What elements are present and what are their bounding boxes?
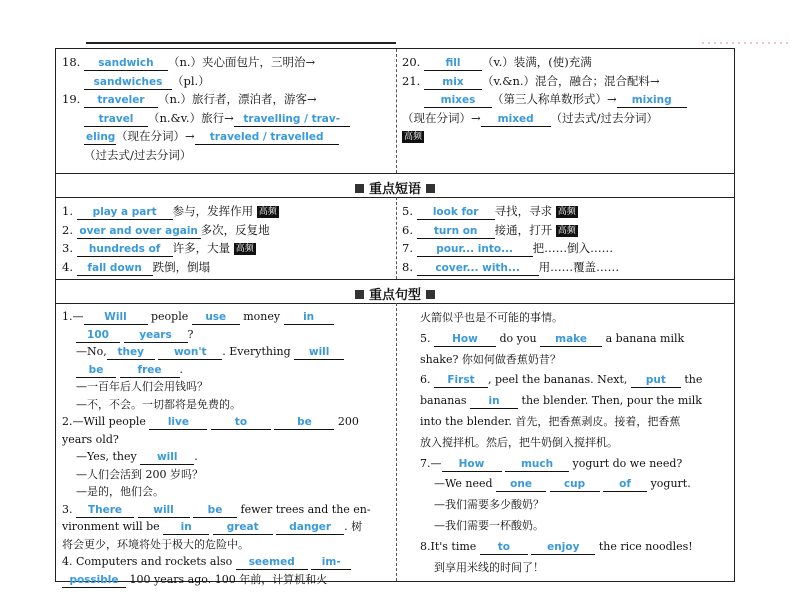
vocab-item-18-plural (62, 72, 392, 91)
square-bullet-icon (426, 290, 435, 299)
answer-blank: enjoy (531, 540, 595, 555)
sentence-text: into the blender. 首先，把香蕉剥皮。接着，把香蕉 (420, 414, 681, 428)
phrase-item (62, 258, 392, 277)
item-number: 5. (402, 204, 413, 218)
column-divider (396, 49, 397, 173)
sentence-7-reply (420, 474, 732, 495)
sentence-text: a banana milk (605, 331, 685, 345)
answer-blank: sandwiches (84, 75, 172, 90)
answer-blank: mixing (617, 93, 687, 108)
answer-blank: How (442, 457, 502, 472)
sentence-5 (420, 329, 732, 350)
definition: （现在分词）→ (402, 110, 481, 125)
sentence-text: . Everything (222, 345, 291, 358)
answer-blank: in (284, 310, 334, 325)
phrase-item (62, 221, 392, 240)
square-bullet-icon (426, 184, 435, 193)
sentence-1-cont (62, 326, 392, 344)
sentence-text: the blender. Then, pour the milk (521, 394, 702, 408)
sentence-text: yogurt. (650, 477, 691, 491)
translation: 到享用米线的时间了！ (434, 560, 544, 574)
answer-blank: won't (158, 345, 222, 360)
sentences-right (420, 308, 732, 578)
section-title: 重点句型 (368, 288, 421, 303)
sentence-text: —We need (434, 477, 493, 491)
item-number: 6. (420, 373, 431, 387)
sentence-7 (420, 454, 732, 475)
sentence-text: bananas (420, 394, 467, 408)
sentence-text: It's time (430, 539, 477, 553)
sentence-text: money (243, 310, 281, 323)
answer-blank: danger (276, 520, 344, 535)
sentence-2 (62, 413, 392, 431)
sentence-text: —No, (76, 345, 107, 358)
column-divider (396, 303, 397, 581)
meaning: 多次，反复地 (200, 222, 270, 237)
item-number: 1. (62, 310, 73, 323)
definition: （v.）装满，(使)充满 (481, 55, 592, 69)
meaning: 跌倒，倒塌 (152, 259, 211, 274)
phrases-left (62, 202, 392, 276)
sentence-text: 放入搅拌机。然后，把牛奶倒入搅拌机。 (420, 435, 618, 449)
answer-blank: look for (417, 205, 495, 220)
item-number: 6. (402, 222, 413, 237)
high-frequency-tag: 高频 (557, 225, 576, 236)
vocab-item-19 (62, 90, 392, 109)
high-frequency-tag: 高频 (557, 207, 576, 217)
answer-blank: years (124, 328, 188, 343)
vocab-item-21-tag (402, 127, 732, 146)
sentence-text: shake? 你如何做香蕉奶昔？ (420, 352, 561, 366)
sentence-text: fewer trees and the en- (240, 502, 371, 516)
item-number: 19. (62, 92, 81, 106)
answer-blank: First (434, 373, 488, 388)
definition: （n.）夹心面包片，三明治→ (167, 55, 316, 69)
definition: （v.&n.）混合，融合；混合配料→ (481, 73, 660, 88)
answer-blank: live (149, 415, 207, 430)
vocab-item-19-forms (62, 127, 392, 146)
answer-blank: hundreds of (77, 242, 173, 257)
item-number: 2. (62, 415, 73, 428)
sentence-text: people (151, 310, 189, 323)
vocab-item-20 (402, 53, 732, 72)
translation: —我们需要多少酸奶？ (434, 498, 544, 512)
definition: （第三人称单数形式）→ (492, 92, 617, 106)
phrase-item (62, 202, 392, 221)
answer-blank: be (76, 363, 116, 378)
sentence-1 (62, 308, 392, 326)
vocab-right (402, 53, 732, 146)
answer-blank: There (76, 503, 134, 518)
answer-blank: will (294, 345, 344, 360)
item-number: 8. (420, 539, 431, 553)
meaning: 把……倒入…… (532, 241, 614, 255)
item-number: 3. (62, 502, 73, 516)
answer-blank: over and over again (77, 224, 201, 239)
answer-blank: be (193, 503, 237, 518)
item-number: 4. (62, 259, 73, 274)
answer-blank: traveled / travelled (195, 130, 339, 145)
phrases-heading (56, 178, 734, 197)
sentence-text: ? (187, 327, 194, 341)
meaning: 用……覆盖…… (538, 259, 620, 274)
vocab-item-21-past (402, 109, 732, 128)
sentence-2-reply (62, 448, 392, 466)
answer-blank: in (163, 520, 209, 535)
meaning: 寻找，寻求 (494, 204, 553, 218)
definition: （现在分词）→ (116, 129, 195, 143)
sentence-text: , peel the bananas. Next, (488, 373, 628, 387)
square-bullet-icon (355, 290, 364, 299)
answer-blank: great (213, 520, 273, 535)
vocab-item-21-forms (402, 90, 732, 109)
answer-blank: travelling / trav- (234, 112, 350, 127)
column-divider (396, 197, 397, 279)
answer-blank: much (505, 457, 569, 472)
answer-blank: put (631, 373, 681, 388)
sentence-text: yogurt do we need? (572, 456, 683, 470)
sentence-text: —Yes, they (76, 450, 137, 463)
phrase-item (402, 202, 732, 221)
answer-blank: sandwich (84, 56, 168, 71)
sentence-8 (420, 537, 732, 558)
translation: —一百年后人们会用钱吗？ (76, 380, 208, 393)
answer-blank: use (192, 310, 240, 325)
high-frequency-tag: 高频 (235, 244, 254, 254)
item-number: 20. (402, 55, 421, 69)
item-number: 21. (402, 73, 421, 88)
phrases-right (402, 202, 732, 276)
sentence-1-reply-cont (62, 361, 392, 379)
sentence-text: Computers and rockets also (76, 555, 233, 568)
item-number: 7. (402, 241, 413, 255)
answer-blank: im- (311, 555, 351, 570)
translation: —不，不会。一切都将是免费的。 (76, 397, 241, 411)
answer-blank: mixed (481, 112, 551, 127)
translation: —人们会活到 200 岁吗？ (76, 467, 203, 481)
answer-blank: fall down (77, 261, 153, 276)
answer-blank: Will (84, 310, 148, 325)
item-number: 1. (62, 204, 73, 218)
top-rule (86, 42, 396, 44)
answer-blank: in (470, 394, 518, 409)
item-number: 8. (402, 259, 413, 274)
meaning: 许多，大量 (172, 241, 231, 255)
answer-blank: they (107, 345, 155, 360)
worksheet-table (55, 48, 735, 586)
divider (56, 173, 734, 174)
sentences-heading (56, 284, 734, 303)
answer-blank: will (140, 450, 194, 465)
sentence-3 (62, 501, 392, 519)
answer-blank: traveler (84, 93, 158, 108)
answer-blank: play a part (77, 205, 173, 220)
sentence-text: do you (499, 331, 537, 345)
divider (56, 303, 734, 304)
sentence-text: 200 (337, 415, 359, 428)
answer-blank: travel (84, 112, 148, 127)
dash: — (430, 456, 442, 470)
sentence-4 (62, 553, 392, 571)
answer-blank: mixes (424, 93, 492, 108)
sentence-text: vironment will be (62, 520, 160, 533)
divider (56, 279, 734, 280)
definition: （过去式/过去分词） (84, 147, 192, 162)
divider (56, 197, 734, 198)
definition: （n.）旅行者，漂泊者，游客→ (157, 92, 317, 106)
translation: 将会更少，环境将处于极大的危险中。 (62, 537, 249, 551)
answer-blank: 100 (76, 328, 120, 343)
sentence-1-reply (62, 343, 392, 361)
answer-blank: be (274, 415, 334, 430)
dash: — (72, 310, 84, 323)
answer-blank: pour... into... (417, 242, 533, 257)
translation: 火箭似乎也是不可能的事情。 (420, 311, 563, 324)
answer-blank: cover... with... (417, 261, 539, 276)
answer-blank: possible (62, 573, 126, 588)
answer-blank: turn on (417, 224, 495, 239)
answer-blank: of (603, 477, 647, 492)
phrase-item (402, 258, 732, 277)
answer-blank: free (120, 363, 180, 378)
phrase-item (402, 239, 732, 258)
sentence-text: the (684, 373, 703, 387)
answer-blank: make (540, 332, 602, 347)
translation: —是的，他们会。 (76, 485, 164, 498)
vocab-item-18 (62, 53, 392, 72)
definition: （n.&v.）旅行→ (148, 110, 234, 125)
section-title: 重点短语 (368, 182, 421, 197)
answer-blank: to (211, 415, 271, 430)
item-number: 18. (62, 55, 81, 69)
definition: （过去式/过去分词） (550, 110, 659, 125)
sentence-4-cont (62, 571, 392, 589)
sentence-text: the rice noodles! (598, 539, 693, 553)
answer-blank: mix (424, 75, 482, 90)
high-frequency-tag: 高频 (404, 132, 423, 142)
meaning: 参与，发挥作用 (172, 204, 254, 218)
item-number: 4. (62, 555, 73, 568)
sentence-text: . (194, 450, 198, 463)
sentence-text: years old? (62, 432, 119, 446)
vocab-item-21 (402, 72, 732, 91)
vocab-item-19-verb (62, 109, 392, 128)
sentence-6 (420, 370, 732, 391)
sentence-text: —Will people (72, 415, 146, 428)
vocab-item-19-note (62, 146, 392, 165)
item-number: 5. (420, 331, 431, 345)
meaning: 接通，打开 (494, 222, 553, 237)
item-number: 2. (62, 222, 73, 237)
sentences-left (62, 308, 392, 588)
answer-blank: one (496, 477, 546, 492)
sentence-text: 100 years ago. 100 年前，计算机和火 (129, 572, 328, 586)
item-number: 3. (62, 241, 73, 255)
sentence-6-cont (420, 391, 732, 412)
high-frequency-tag: 高频 (258, 207, 277, 217)
phrase-item (62, 239, 392, 258)
item-number: 7. (420, 456, 431, 470)
answer-blank: will (138, 503, 190, 518)
answer-blank: fill (424, 56, 482, 71)
answer-blank: cup (550, 477, 600, 492)
phrase-item (402, 221, 732, 240)
answer-blank: seemed (236, 555, 308, 570)
square-bullet-icon (355, 184, 364, 193)
sentence-3-cont (62, 518, 392, 536)
sentence-text: . (179, 362, 183, 376)
sentence-text: . 树 (344, 520, 363, 533)
translation: —我们需要一杯酸奶。 (434, 518, 544, 532)
answer-blank: How (434, 332, 496, 347)
answer-blank: to (480, 540, 528, 555)
vocab-left (62, 53, 392, 164)
decorative-dots (700, 40, 790, 48)
answer-blank: eling (86, 131, 116, 143)
definition: （pl.） (172, 73, 210, 88)
